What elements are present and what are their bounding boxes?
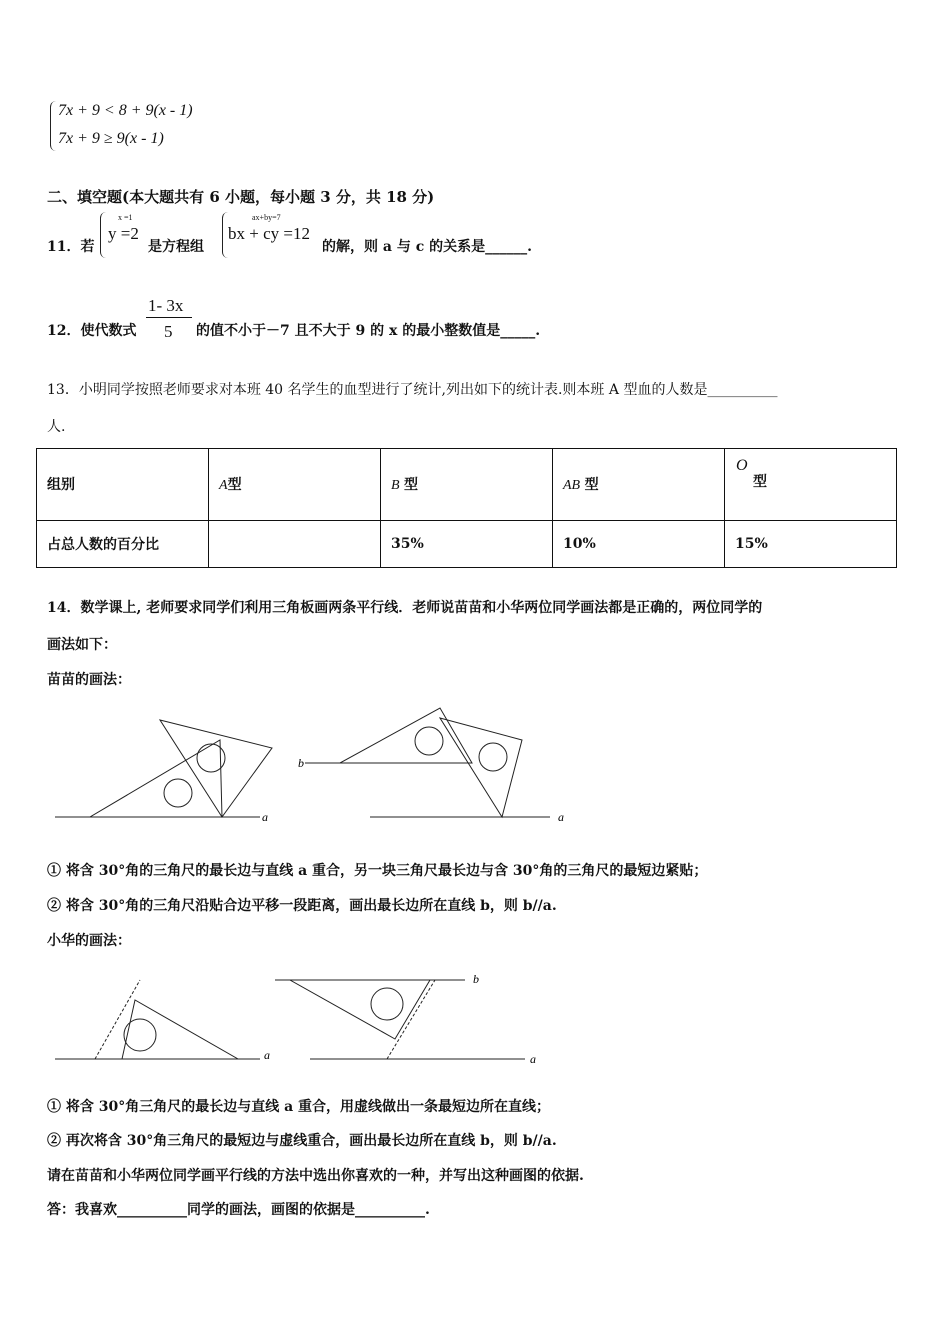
q11-sys2-main: bx + cy =12 — [228, 224, 310, 243]
type-a-label: 型 — [227, 477, 242, 494]
triangle-3-hole — [415, 727, 443, 755]
miaomiao-step2: ② 将含 30°角的三角尺沿贴合边平移一段距离，画出最长边所在直线 b，则 b//a. — [47, 898, 557, 914]
q14-prompt: 请在苗苗和小华两位同学画平行线的方法中选出你喜欢的一种，并写出这种画图的依据. — [47, 1168, 584, 1184]
header-type-a — [209, 449, 381, 521]
q11-sys2-small: ax+by=7 — [252, 213, 281, 222]
triangle-6 — [290, 980, 430, 1039]
q13-text: 13．小明同学按照老师要求对本班 40 名学生的血型进行了统计,列出如下的统计表.则本班 A 型血的人数是__________ — [47, 382, 778, 398]
miaomiao-title: 苗苗的画法： — [47, 672, 131, 688]
xiaohua-step2: ② 再次将含 30°角三角尺的最短边与虚线重合，画出最长边所在直线 b，则 b//a. — [47, 1133, 557, 1149]
type-ab-letter: AB — [563, 478, 581, 494]
triangle-4 — [440, 718, 522, 817]
cell-b: 35% — [381, 520, 553, 567]
table-header-row — [37, 449, 897, 521]
q11-prefix: 11．若 — [47, 239, 95, 255]
q11-sys1-main: y =2 — [108, 224, 139, 243]
q14-answer: 答：我喜欢__________同学的画法，画图的依据是__________. — [47, 1202, 430, 1218]
table-data-row — [37, 520, 897, 567]
q12-suffix: 的值不小于－7 且不大于 9 的 x 的最小整数值是_____. — [196, 323, 541, 339]
triangle-1-hole — [164, 779, 192, 807]
type-ab-label: 型 — [584, 477, 599, 494]
q12-prefix: 12．使代数式 — [47, 323, 137, 339]
xiaohua-step1: ① 将含 30°角三角尺的最长边与直线 a 重合，用虚线做出一条最短边所在直线； — [47, 1099, 551, 1115]
label-a-3: a — [264, 1048, 270, 1062]
q12-denominator: 5 — [164, 322, 173, 341]
system-brace — [50, 101, 57, 151]
q14-line2: 画法如下： — [47, 637, 117, 653]
section-heading: 二、填空题(本大题共有 6 小题，每小题 3 分，共 18 分) — [47, 188, 435, 206]
dashed-line-1 — [95, 980, 140, 1059]
cell-ab: 10% — [553, 520, 725, 567]
q11-middle: 是方程组 — [148, 239, 204, 255]
cell-a — [209, 520, 381, 567]
triangle-3 — [340, 708, 472, 763]
q13-text-continued: 人. — [47, 419, 66, 435]
q11-brace-1 — [100, 212, 106, 258]
header-type-b — [381, 449, 553, 521]
type-a-letter: A — [219, 478, 228, 494]
header-type-ab — [553, 449, 725, 521]
triangle-1 — [90, 740, 222, 817]
label-a-2: a — [558, 810, 564, 824]
type-b-label: 型 — [404, 477, 419, 494]
type-b-letter: B — [391, 478, 400, 494]
dashed-line-2 — [387, 980, 435, 1059]
inequality-2: 7x + 9 ≥ 9(x - 1) — [58, 130, 164, 147]
type-o-letter: O — [736, 457, 748, 474]
q14-line1: 14．数学课上, 老师要求同学们利用三角板画两条平行线．老师说苗苗和小华两位同学画法都是正确的，两位同学的 — [47, 600, 763, 616]
label-a-4: a — [530, 1052, 536, 1066]
header-group: 组别 — [37, 449, 209, 521]
fraction-bar — [146, 317, 192, 318]
triangle-4-hole — [479, 743, 507, 771]
triangle-5 — [122, 1000, 238, 1059]
label-b-2: b — [473, 972, 479, 986]
triangle-5-hole — [124, 1019, 156, 1051]
q11-sys1-small: x =1 — [118, 213, 133, 222]
type-o-label: 型 — [753, 474, 767, 490]
label-b-1: b — [298, 756, 304, 770]
miaomiao-step1: ① 将含 30°角的三角尺的最长边与直线 a 重合，另一块三角尺最长边与含 30°角的三角尺的最短边紧贴； — [47, 863, 708, 879]
label-a-1: a — [262, 810, 268, 824]
row-label: 占总人数的百分比 — [37, 520, 209, 567]
header-type-o — [725, 449, 897, 521]
q11-suffix: 的解，则 a 与 c 的关系是______. — [322, 239, 532, 255]
cell-o: 15% — [725, 520, 897, 567]
xiaohua-title: 小华的画法： — [47, 933, 131, 949]
triangle-6-hole — [371, 988, 403, 1020]
blood-type-table — [36, 448, 897, 568]
inequality-1: 7x + 9 < 8 + 9(x - 1) — [58, 102, 193, 119]
q12-numerator: 1- 3x — [148, 296, 184, 315]
triangle-2 — [160, 720, 272, 817]
xiaohua-figures — [40, 965, 550, 1075]
miaomiao-figures — [40, 700, 600, 830]
